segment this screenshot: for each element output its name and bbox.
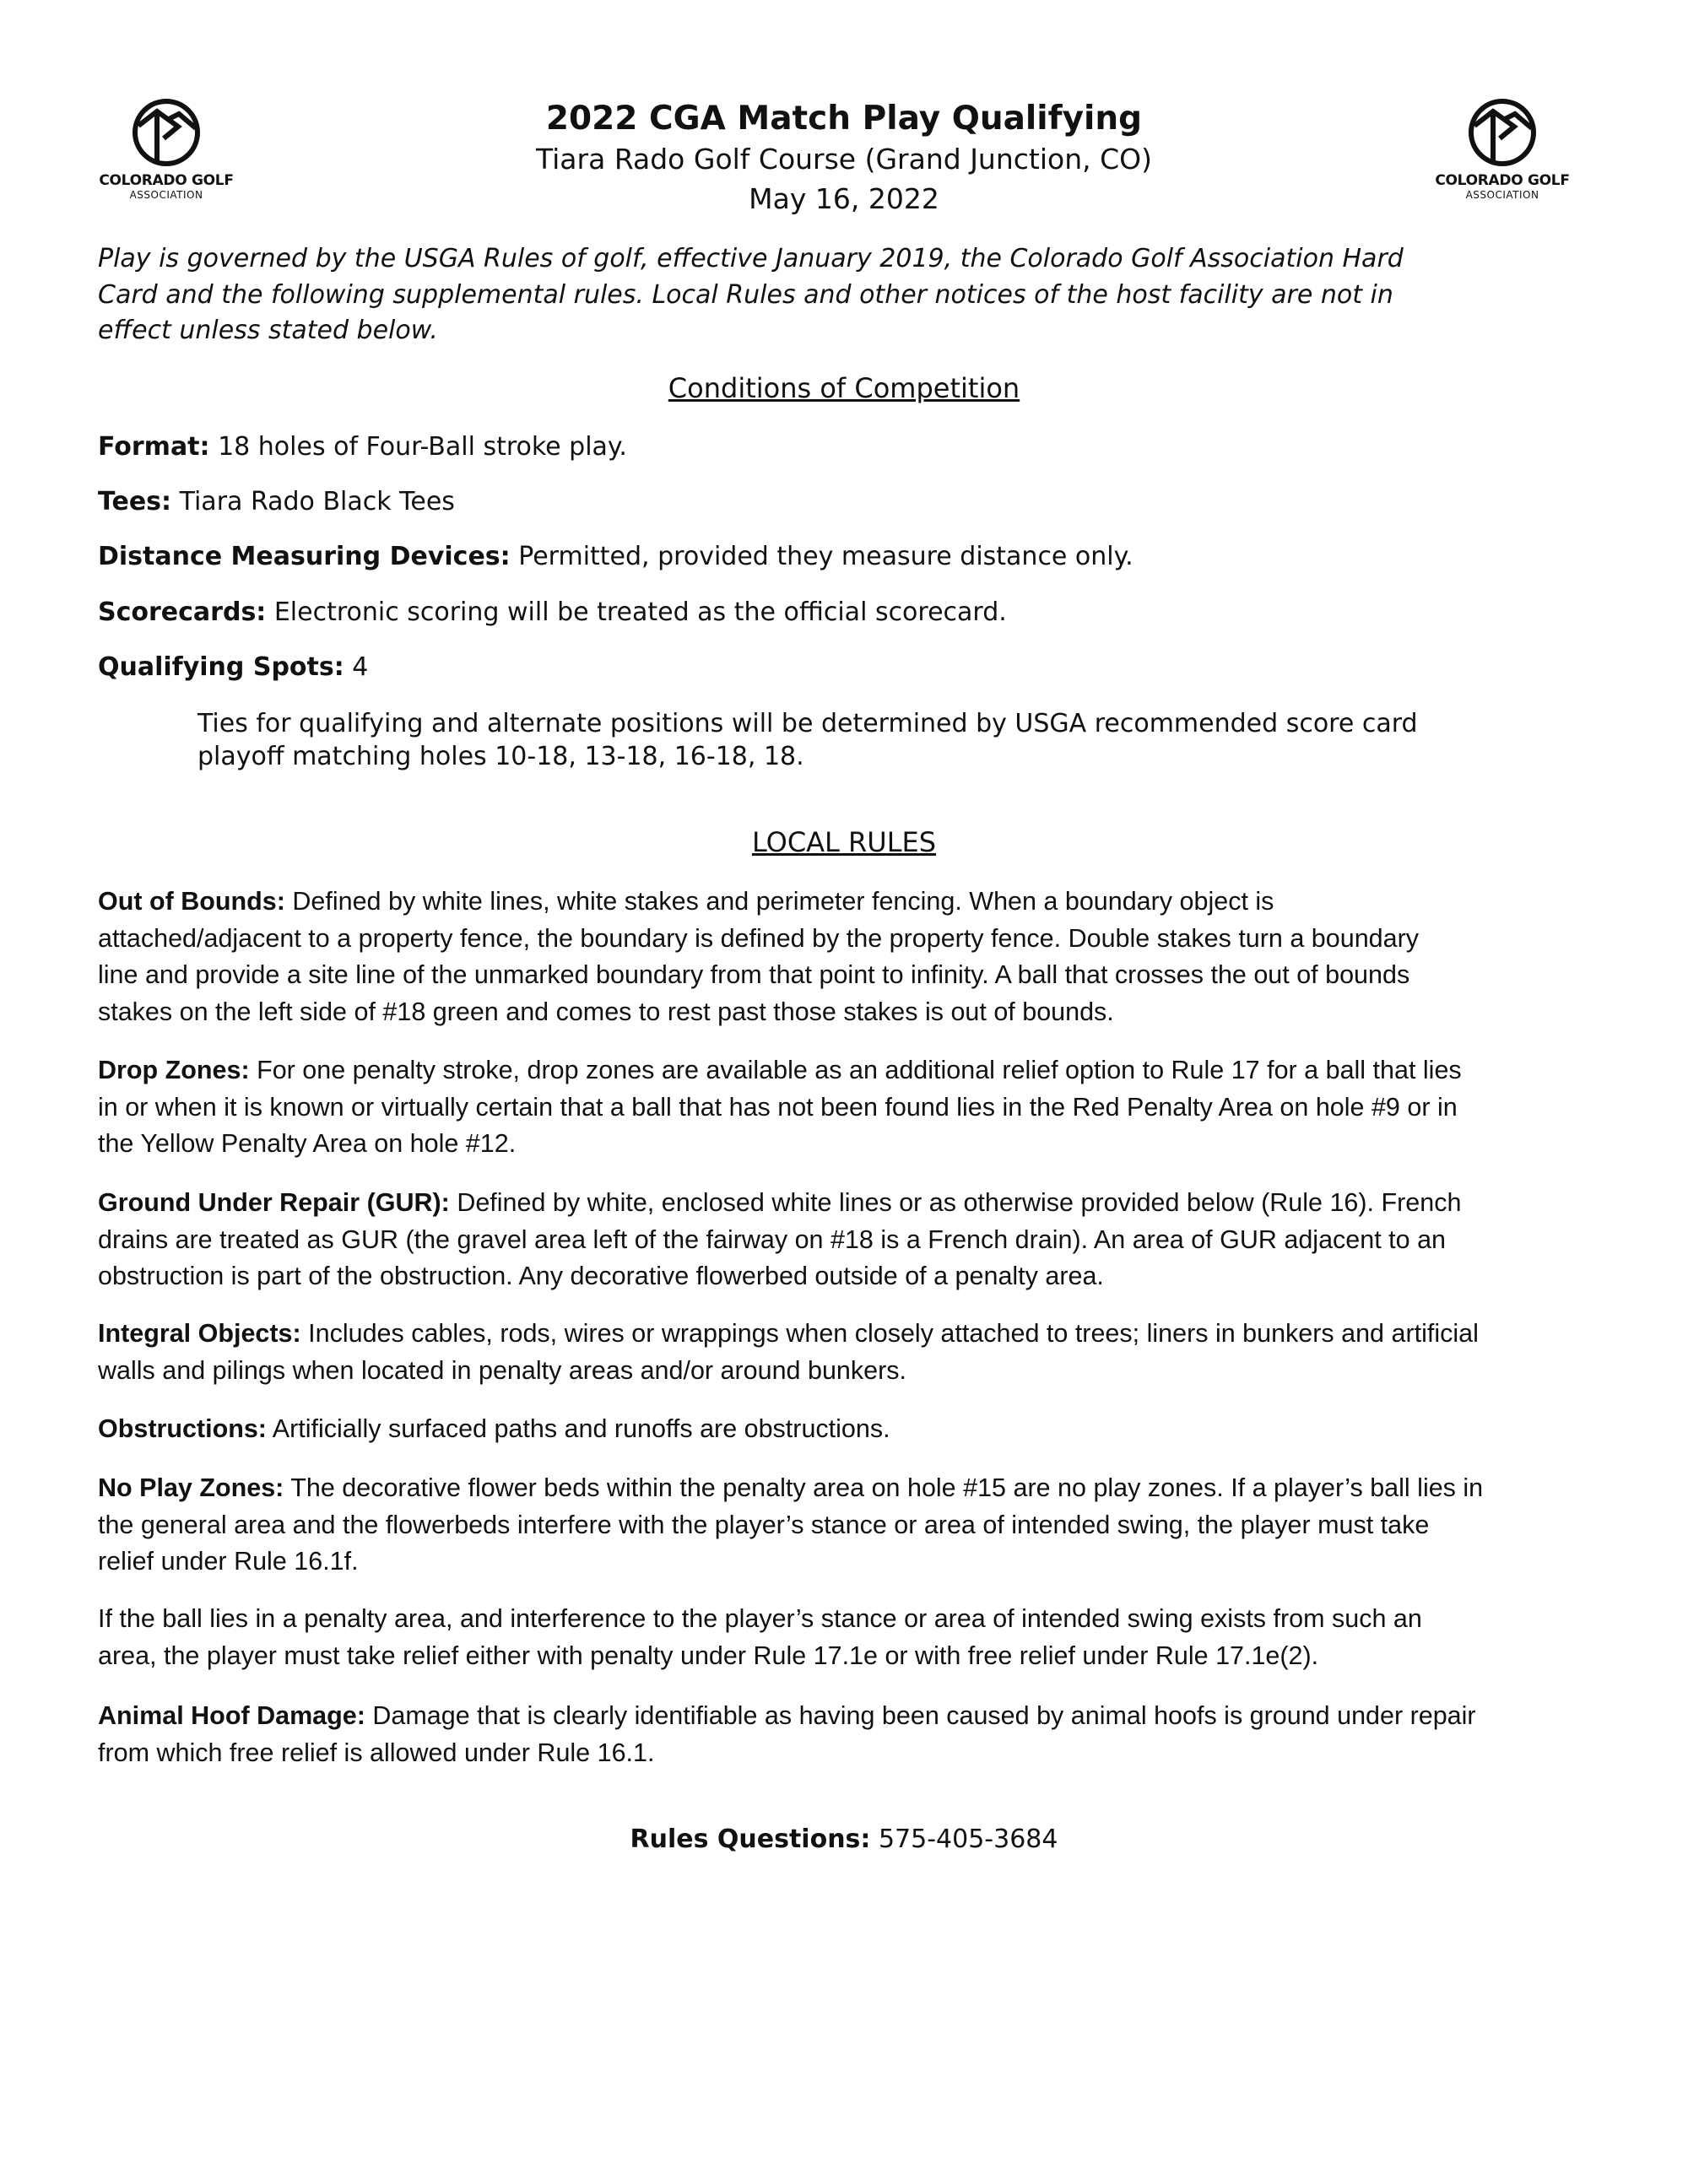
rule-text: The decorative flower beds within the penalty area on hole #15 are no play zones. If a player’s ball lies in — [284, 1473, 1484, 1502]
rule-out-of-bounds — [98, 884, 1419, 1030]
rule-line — [98, 1052, 1462, 1089]
rule-text: Damage that is clearly identifiable as having been caused by animal hoofs is ground under repair — [365, 1701, 1476, 1730]
condition-scorecards — [98, 597, 1007, 627]
rule-text: relief under Rule 16.1f. — [98, 1547, 359, 1576]
rule-line — [98, 994, 1419, 1031]
rule-no-play-zones — [98, 1470, 1483, 1581]
condition-dmd — [98, 542, 1133, 571]
intro-paragraph — [98, 241, 1404, 349]
rule-line — [98, 1126, 1462, 1163]
course-name: Tiara Rado Golf Course (Grand Junction, CO) — [536, 143, 1152, 176]
rule-text: walls and pilings when located in penalty areas and/or around bunkers. — [98, 1355, 906, 1385]
local-rules-heading: LOCAL RULES — [751, 826, 937, 858]
condition-qualifying-spots — [98, 652, 368, 682]
condition-label: Qualifying Spots: — [98, 652, 344, 682]
rule-text: stakes on the left side of #18 green and comes to rest past those stakes is out of bounds. — [98, 997, 1114, 1026]
rule-line — [98, 1089, 1462, 1127]
rule-integral-objects — [98, 1316, 1479, 1389]
rule-label: Drop Zones: — [98, 1056, 250, 1084]
rule-text: the Yellow Penalty Area on hole #12. — [98, 1129, 517, 1159]
rule-line — [98, 1185, 1461, 1222]
rule-line — [98, 1543, 1483, 1581]
rule-line — [98, 1411, 890, 1448]
rule-text: the general area and the flowerbeds interfere with the player’s stance or area of intended swing, the player must take — [98, 1510, 1430, 1539]
rule-label: Integral Objects: — [98, 1319, 301, 1348]
rule-label: No Play Zones: — [98, 1473, 284, 1502]
rule-line — [98, 1601, 1422, 1638]
rule-animal-hoof-damage — [98, 1698, 1476, 1771]
intro-line: Card and the following supplemental rules. Local Rules and other notices of the host facility are not in — [98, 279, 1393, 310]
condition-tees — [98, 487, 455, 516]
rules-questions-label: Rules Questions: — [630, 1825, 871, 1854]
logo-sub: ASSOCIATION — [1465, 189, 1539, 201]
rule-obstructions — [98, 1411, 890, 1448]
rule-label: Animal Hoof Damage: — [98, 1701, 365, 1730]
intro-line: Play is governed by the USGA Rules of golf, effective January 2019, the Colorado Golf Association Hard — [98, 244, 1404, 273]
rule-penalty-area-interference — [98, 1601, 1422, 1674]
rule-line — [98, 921, 1419, 958]
rule-line — [98, 884, 1419, 921]
logo-name: COLORADO GOLF — [1435, 172, 1570, 189]
rule-text: Includes cables, rods, wires or wrappings when closely attached to trees; liners in bunkers and artificial — [300, 1319, 1479, 1348]
rule-line — [98, 1353, 1479, 1390]
rule-text: Artificially surfaced paths and runoffs are obstructions. — [266, 1414, 890, 1443]
conditions-heading: Conditions of Competition — [668, 372, 1020, 404]
condition-text: Tiara Rado Black Tees — [171, 487, 455, 516]
rule-label: Ground Under Repair (GUR): — [98, 1188, 450, 1217]
rule-text: attached/adjacent to a property fence, the boundary is defined by the property fence. Double stakes turn a boundary — [98, 923, 1419, 953]
condition-format — [98, 432, 627, 462]
intro-line: effect unless stated below. — [98, 316, 438, 345]
rule-line — [98, 1316, 1479, 1353]
document-title: 2022 CGA Match Play Qualifying — [545, 100, 1143, 138]
rule-line — [98, 957, 1419, 994]
condition-label: Format: — [98, 432, 210, 462]
condition-text: 4 — [344, 652, 369, 682]
condition-label: Tees: — [98, 487, 172, 516]
rule-text: obstruction is part of the obstruction. Any decorative flowerbed outside of a penalty area. — [98, 1262, 1104, 1291]
rule-text: line and provide a site line of the unmarked boundary from that point to infinity. A ball that crosses the out of bounds — [98, 960, 1410, 990]
rule-line — [98, 1735, 1476, 1772]
condition-label: Distance Measuring Devices: — [98, 542, 511, 571]
rule-text: from which free relief is allowed under Rule 16.1. — [98, 1738, 655, 1767]
rule-line — [98, 1222, 1461, 1259]
rules-questions-phone: 575-405-3684 — [870, 1825, 1058, 1854]
rule-text: drains are treated as GUR (the gravel area left of the fairway on #18 is a French drain). An area of GUR adjacent to an — [98, 1224, 1447, 1254]
logo-name: COLORADO GOLF — [99, 172, 234, 189]
ties-paragraph — [197, 707, 1418, 773]
rule-text: Defined by white lines, white stakes and perimeter fencing. When a boundary object is — [284, 887, 1274, 916]
ties-line: Ties for qualifying and alternate positions will be determined by USGA recommended score card — [197, 709, 1418, 738]
rule-line — [98, 1507, 1483, 1544]
rule-text: area, the player must take relief either with penalty under Rule 17.1e or with free relief under Rule 17.1e(2). — [98, 1641, 1319, 1670]
rule-line — [98, 1470, 1483, 1507]
ties-line: playoff matching holes 10-18, 13-18, 16-18, 18. — [197, 742, 804, 771]
event-date: May 16, 2022 — [749, 182, 939, 215]
condition-text: Electronic scoring will be treated as the official scorecard. — [266, 597, 1007, 627]
logo-sub: ASSOCIATION — [129, 189, 203, 201]
rule-text: in or when it is known or virtually certain that a ball that has not been found lies in the Red Penalty Area on hole #9 or in — [98, 1092, 1458, 1122]
condition-text: 18 holes of Four-Ball stroke play. — [209, 432, 627, 462]
rule-line — [98, 1698, 1476, 1735]
condition-text: Permitted, provided they measure distance only. — [510, 542, 1133, 571]
rule-text: Defined by white, enclosed white lines or as otherwise provided below (Rule 16). French — [449, 1188, 1462, 1217]
rule-ground-under-repair — [98, 1185, 1461, 1295]
rule-text: For one penalty stroke, drop zones are available as an additional relief option to Rule 17 for a ball that lies — [249, 1056, 1462, 1084]
rule-label: Obstructions: — [98, 1414, 267, 1443]
rule-drop-zones — [98, 1052, 1462, 1163]
rule-line — [98, 1258, 1461, 1295]
rule-text: If the ball lies in a penalty area, and interference to the player’s stance or area of intended swing exists from such an — [98, 1604, 1422, 1633]
rule-line — [98, 1638, 1422, 1675]
rule-label: Out of Bounds: — [98, 887, 285, 916]
condition-label: Scorecards: — [98, 597, 267, 627]
rules-questions — [0, 1825, 1688, 1854]
